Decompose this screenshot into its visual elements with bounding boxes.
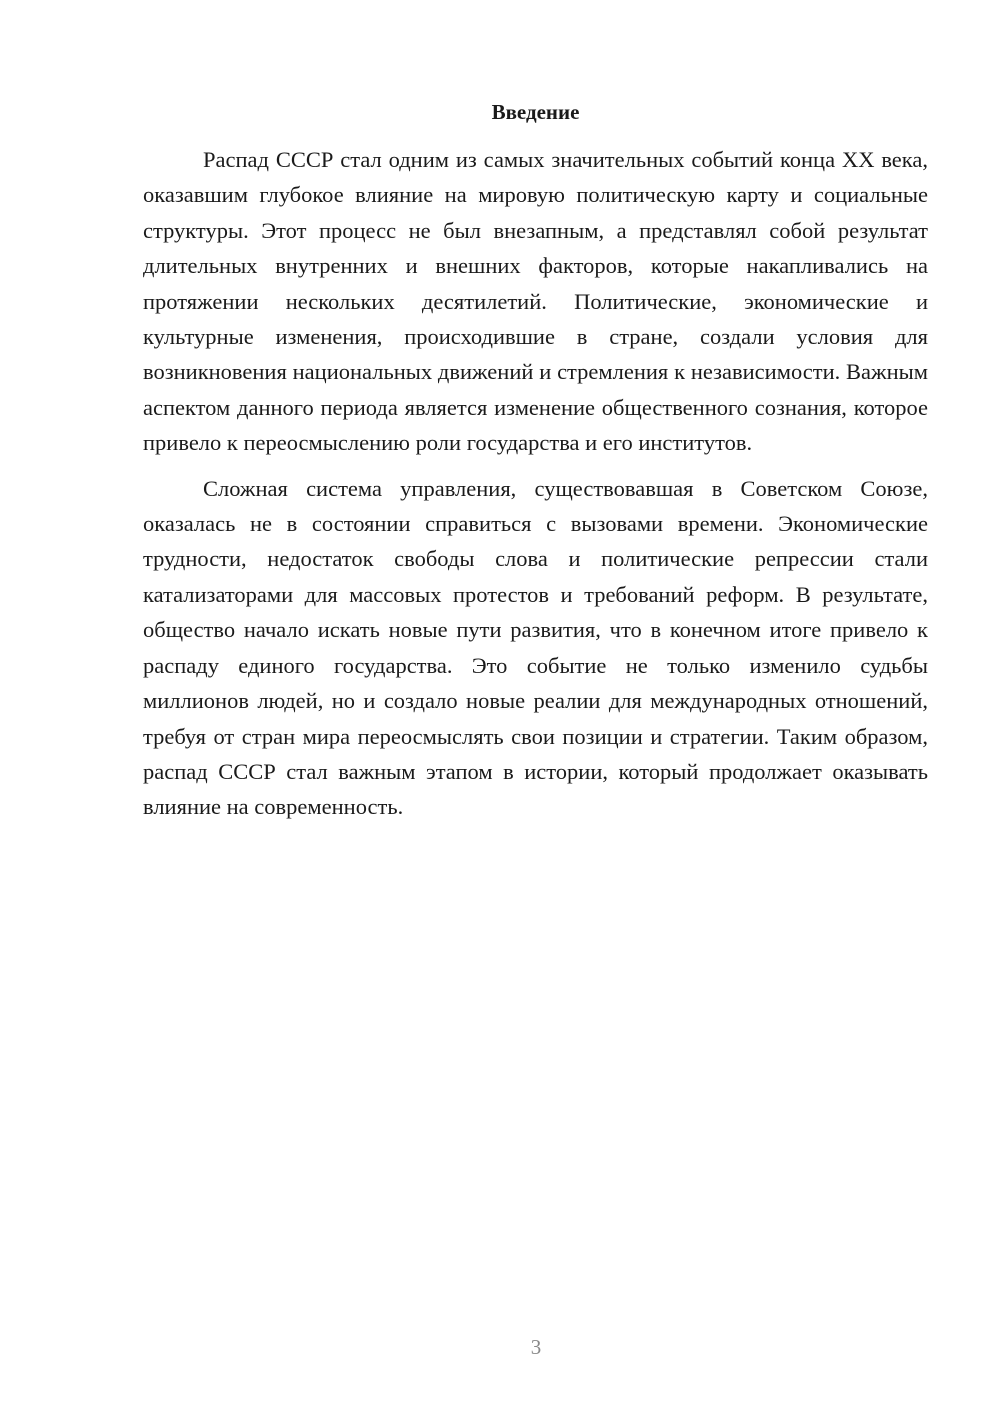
paragraph: Сложная система управления, существовавшая в Советском Союзе, оказалась не в состоянии справиться с вызовами времени. Экономические трудности, недостаток свободы слова и политические репрессии стали катализаторами для массовых протестов и требований реформ. В результате, общество начало искать новые пути развития, что в конечном итоге привело к распаду единого государства. Это событие не только изменило судьбы миллионов людей, но и создало новые реалии для международных отношений, требуя от стран мира переосмыслять свои позиции и стратегии. Таким образом, распад СССР стал важным этапом в истории, который продолжает оказывать влияние на современность.: [143, 475, 928, 820]
section-heading: Введение: [491, 100, 580, 124]
body-text: [143, 142, 928, 825]
page-number: 3: [530, 1335, 542, 1359]
paragraph: Распад СССР стал одним из самых значительных событий конца XX века, оказавшим глубокое влияние на мировую политическую карту и социальные структуры. Этот процесс не был внезапным, а представлял собой результат длительных внутренних и внешних факторов, которые накапливались на протяжении нескольких десятилетий. Политические, экономические и культурные изменения, происходившие в стране, создали условия для возникновения национальных движений и стремления к независимости. Важным аспектом данного периода является изменение общественного сознания, которое привело к переосмыслению роли государства и его институтов.: [143, 147, 928, 456]
